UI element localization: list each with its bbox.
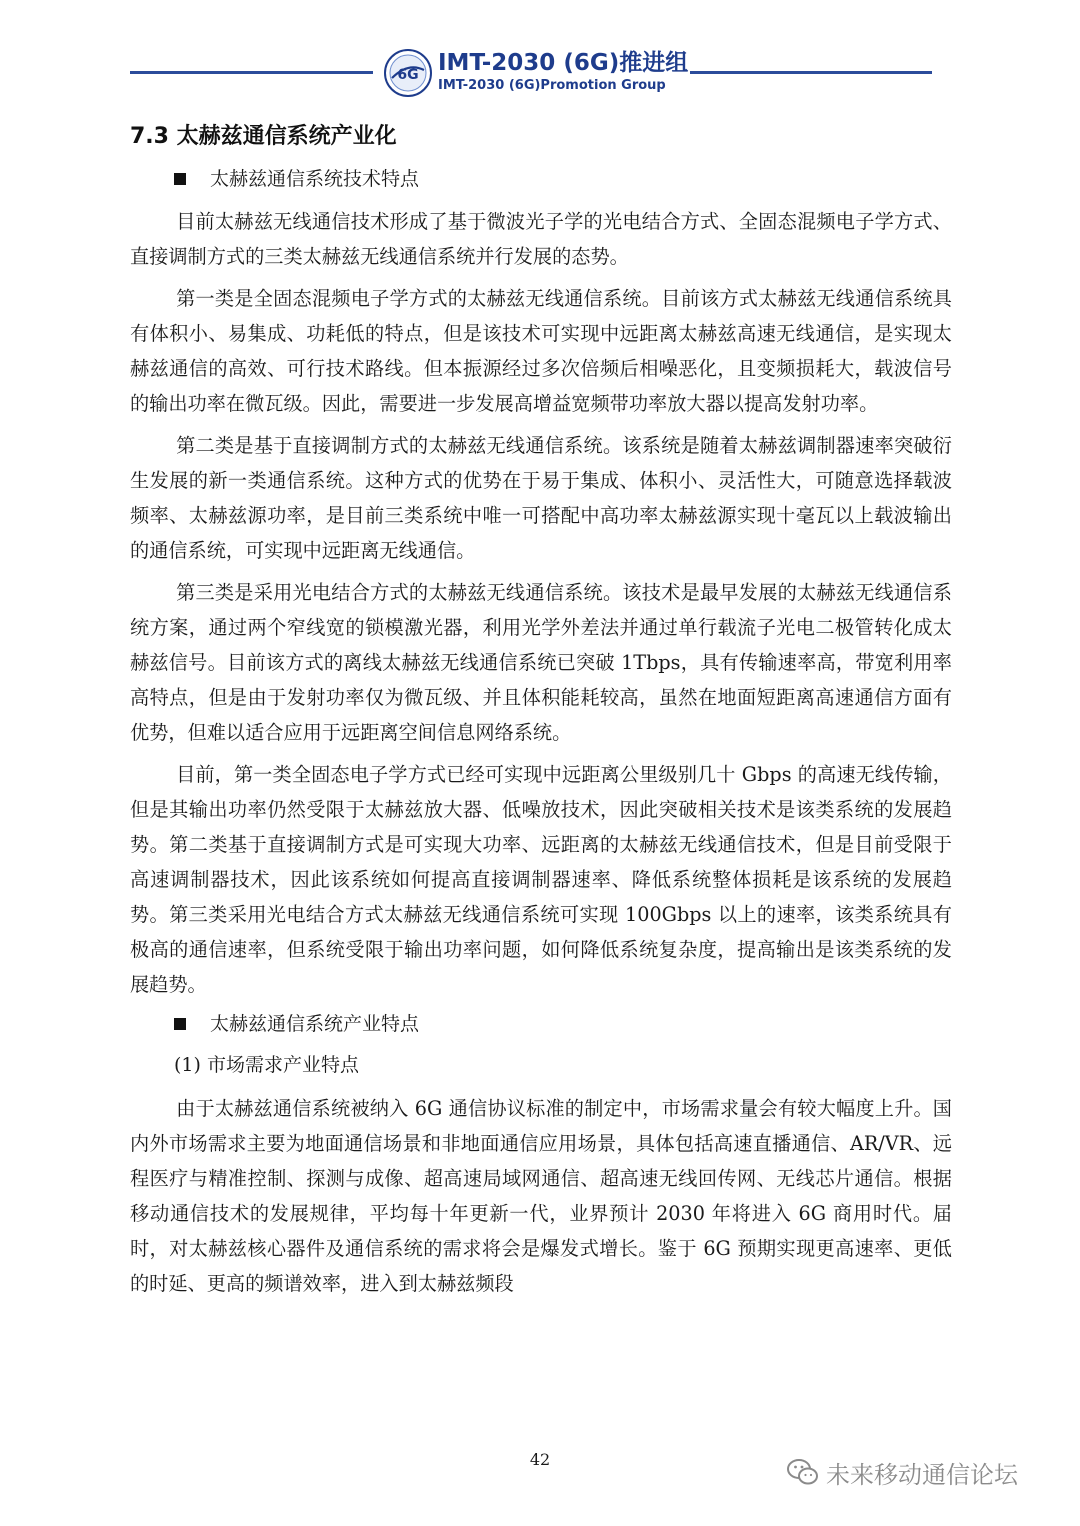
paragraph: 第一类是全固态混频电子学方式的太赫兹无线通信系统。目前该方式太赫兹无线通信系统具有体积小、易集成、功耗低的特点，但是该技术可实现中远距离太赫兹高速无线通信，是实现太赫兹通信的高效、可行技术路线。但本振源经过多次倍频后相噪恶化，且变频损耗大，载波信号的输出功率在微瓦级。因此，需要进一步发展高增益宽频带功率放大器以提高发射功率。 — [130, 287, 952, 415]
logo-text: 6G — [397, 67, 419, 83]
org-subtitle: IMT-2030 (6G)Promotion Group — [438, 78, 666, 93]
org-title: IMT-2030 (6G)推进组 — [438, 50, 689, 76]
square-bullet-icon — [174, 1018, 186, 1030]
paragraph: 第三类是采用光电结合方式的太赫兹无线通信系统。该技术是最早发展的太赫兹无线通信系统方案，通过两个窄线宽的锁模激光器，利用光学外差法并通过单行载流子光电二极管转化成太赫兹信号。目前该方式的离线太赫兹无线通信系统已突破 1Tbps，具有传输速率高，带宽利用率高特点，但是由于发射功率仅为微瓦级、并且体积能耗较高，虽然在地面短距离高速通信方面有优势，但难以适合应用于远距离空间信息网络系统。 — [130, 581, 952, 744]
bullet-text: 太赫兹通信系统产业特点 — [210, 1013, 420, 1035]
bullet-heading — [130, 1009, 952, 1039]
imt2030-logo-icon — [383, 48, 433, 98]
wechat-icon — [786, 1456, 820, 1488]
section-title: 7.3 太赫兹通信系统产业化 — [130, 124, 397, 149]
square-bullet-icon — [174, 173, 186, 185]
watermark-text: 未来移动通信论坛 — [826, 1460, 1018, 1489]
bullet-heading — [130, 164, 952, 194]
sub-heading: (1) 市场需求产业特点 — [174, 1054, 359, 1076]
page-number: 42 — [529, 1450, 551, 1469]
header-rule-right — [690, 71, 932, 74]
watermark — [786, 1454, 1018, 1490]
paragraph: 目前太赫兹无线通信技术形成了基于微波光子学的光电结合方式、全固态混频电子学方式、直接调制方式的三类太赫兹无线通信系统并行发展的态势。 — [130, 210, 952, 268]
paragraph: 由于太赫兹通信系统被纳入 6G 通信协议标准的制定中，市场需求量会有较大幅度上升。国内外市场需求主要为地面通信场景和非地面通信应用场景，具体包括高速直播通信、AR/VR、远程医疗与精准控制、探测与成像、超高速局域网通信、超高速无线回传网、无线芯片通信。根据移动通信技术的发展规律，平均每十年更新一代，业界预计 2030 年将进入 6G 商用时代。届时，对太赫兹核心器件及通信系统的需求将会是爆发式增长。鉴于 6G 预期实现更高速率、更低的时延、更高的频谱效率，进入到太赫兹频段 — [130, 1097, 952, 1295]
paragraph: 第二类是基于直接调制方式的太赫兹无线通信系统。该系统是随着太赫兹调制器速率突破衍生发展的新一类通信系统。这种方式的优势在于易于集成、体积小、灵活性大，可随意选择载波频率、太赫兹源功率，是目前三类系统中唯一可搭配中高功率太赫兹源实现十毫瓦以上载波输出的通信系统，可实现中远距离无线通信。 — [130, 434, 952, 562]
document-body — [130, 118, 952, 1308]
header-rule-left — [130, 71, 373, 74]
paragraph: 目前，第一类全固态电子学方式已经可实现中远距离公里级别几十 Gbps 的高速无线传输，但是其输出功率仍然受限于太赫兹放大器、低噪放技术，因此突破相关技术是该类系统的发展趋势。第二类基于直接调制方式是可实现大功率、远距离的太赫兹无线通信技术，但是目前受限于高速调制器技术，因此该系统如何提高直接调制器速率、降低系统整体损耗是该系统的发展趋势。第三类采用光电结合方式太赫兹无线通信系统可实现 100Gbps 以上的速率，该类系统具有极高的通信速率，但系统受限于输出功率问题，如何降低系统复杂度，提高输出是该类系统的发展趋势。 — [130, 763, 952, 996]
bullet-text: 太赫兹通信系统技术特点 — [210, 168, 420, 190]
